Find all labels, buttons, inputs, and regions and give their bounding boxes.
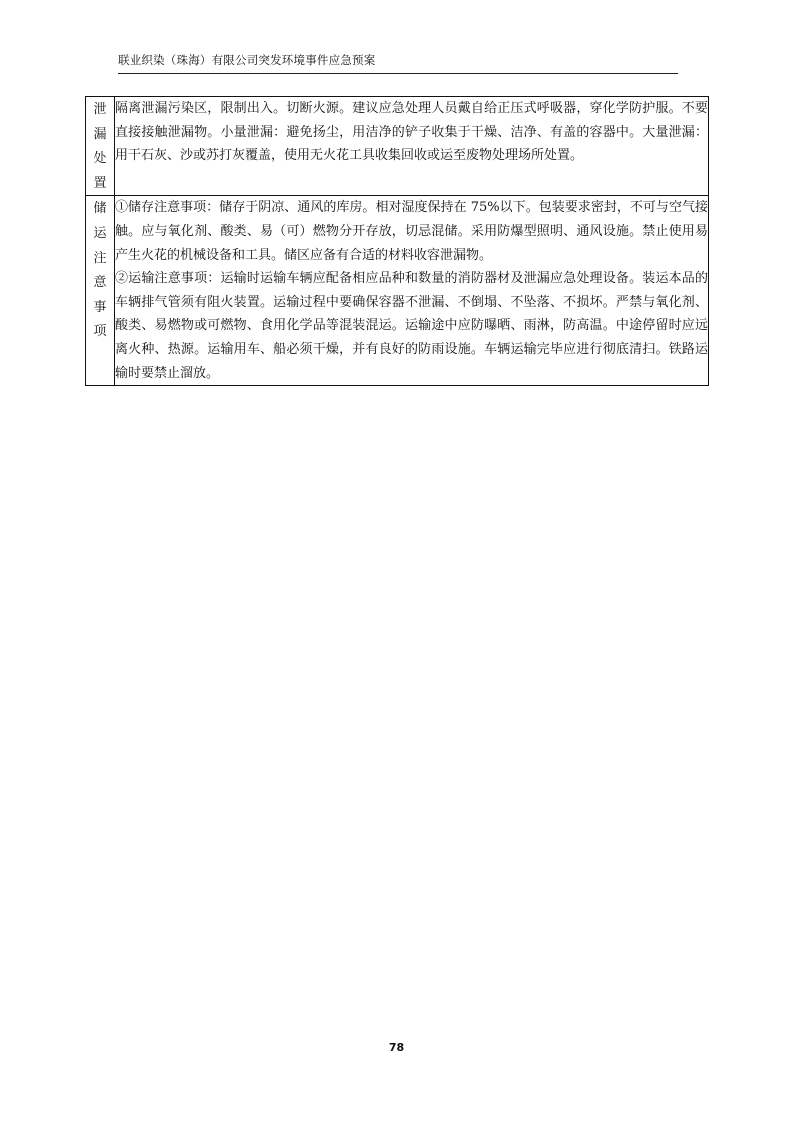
label-char: 置 [93,175,107,191]
label-char: 事 [93,299,107,315]
label-char: 运 [93,225,107,241]
row-content-spill-handling [115,97,709,196]
label-char: 泄 [93,102,107,117]
page-number: 78 [388,1041,405,1054]
label-char: 处 [93,151,107,167]
table-row-storage-transport [86,196,709,386]
storage-notes-text: ①储存注意事项：储存于阴凉、通风的库房。相对湿度保持在 75%以下。包装要求密封，不可与空气接触。应与氧化剂、酸类、易（可）燃物分开存放，切忌混储。采用防爆型照明、通风设施。禁止使用易产生火花的机械设备和工具。储区应备有合适的材料收容泄漏物。 [115,200,708,263]
label-char: 漏 [93,126,107,142]
row-label-storage-transport [86,196,115,386]
label-char: 储 [93,201,107,217]
msds-table [85,96,709,386]
page-header-title: 联业织染（珠海）有限公司突发环境事件应急预案 [118,53,376,67]
spill-handling-text: 隔离泄漏污染区，限制出入。切断火源。建议应急处理人员戴自给正压式呼吸器，穿化学防护服。不要直接接触泄漏物。小量泄漏：避免扬尘，用洁净的铲子收集于干燥、洁净、有盖的容器中。大量泄漏：用干石灰、沙或苏打灰覆盖，使用无火花工具收集回收或运至废物处理场所处置。 [115,101,708,164]
label-char: 意 [93,275,107,291]
transport-notes-text: ②运输注意事项：运输时运输车辆应配备相应品种和数量的消防器材及泄漏应急处理设备。装运本品的车辆排气管须有阻火装置。运输过程中要确保容器不泄漏、不倒塌、不坠落、不损坏。严禁与氧化剂、酸类、易燃物或可燃物、食用化学品等混装混运。运输途中应防曝晒、雨淋，防高温。中途停留时应远离火种、热源。运输用车、船必须干燥，并有良好的防雨设施。车辆运输完毕应进行彻底清扫。铁路运输时要禁止溜放。 [115,271,708,381]
row-content-storage-transport [115,196,709,386]
table-row-spill-handling [86,97,709,196]
label-char: 注 [93,250,107,266]
header-rule [118,73,678,74]
label-char: 项 [93,324,107,340]
row-label-spill-handling [86,97,115,196]
